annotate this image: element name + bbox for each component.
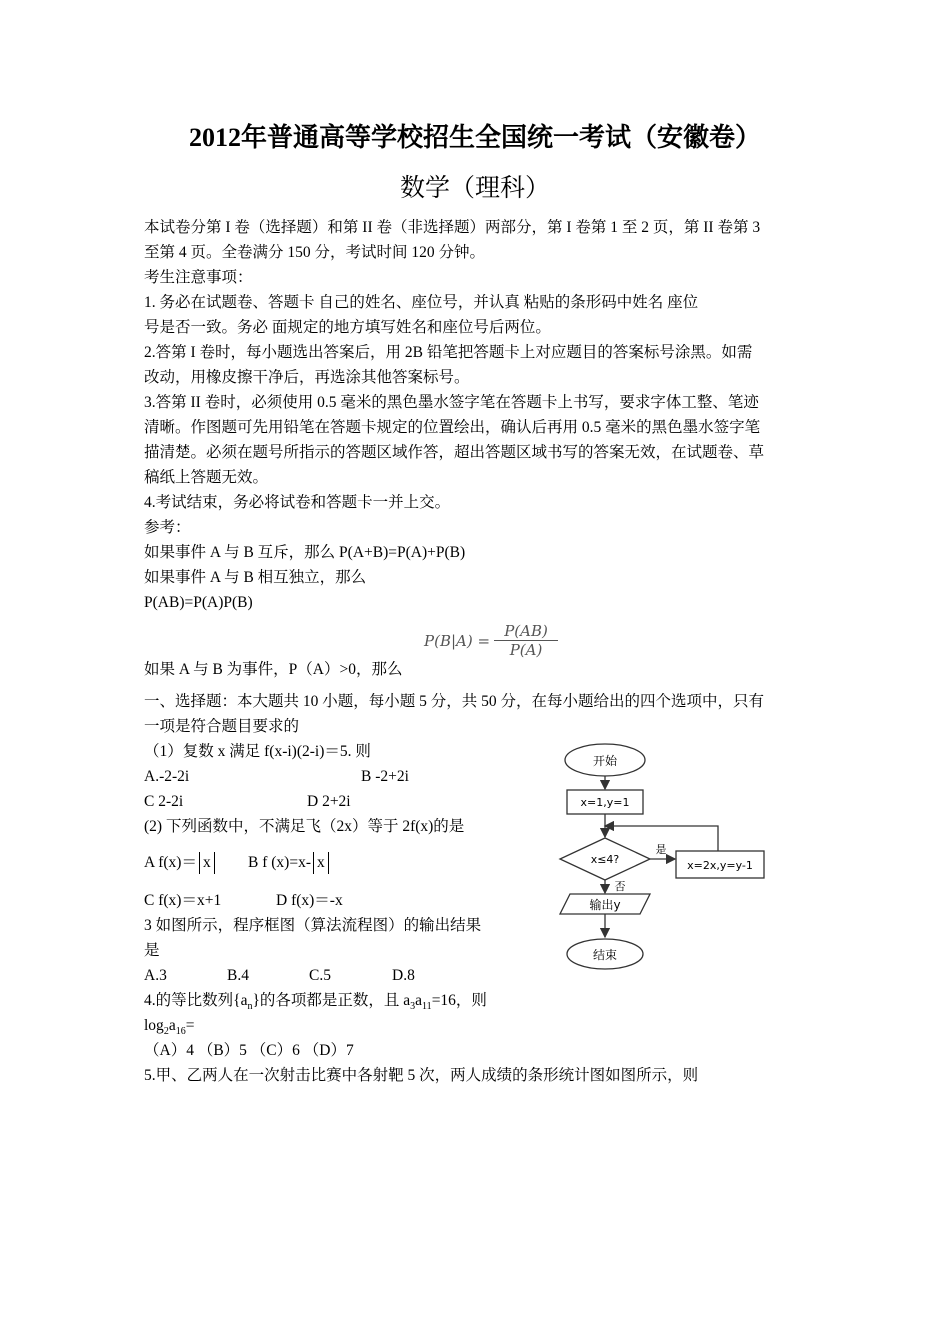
- section-heading-1: 一、选择题：本大题共 10 小题，每小题 5 分，共 50 分，在每小题给出的四个选项中，只有: [144, 693, 765, 710]
- reference-1: 如果事件 A 与 B 互斥，那么 P(A+B)=P(A)+P(B): [144, 544, 466, 561]
- intro-line-1: 本试卷分第 I 卷（选择题）和第 II 卷（非选择题）两部分，第 I 卷第 1 至 2 页，第 II 卷第 3: [144, 219, 761, 236]
- program-flowchart: [536, 738, 768, 974]
- q4-sub-n: n: [247, 1001, 253, 1012]
- q3-stem-1: 3 如图所示，程序框图（算法流程图）的输出结果: [144, 917, 482, 934]
- q4-text-3: a: [415, 992, 423, 1009]
- q4-text-2: }的各项都是正数，且 a: [252, 992, 411, 1009]
- notice-4: 4.考试结束，务必将试卷和答题卡一并上交。: [144, 494, 451, 511]
- section-heading-2: 一项是符合题目要求的: [144, 718, 300, 735]
- q5-stem: 5.甲、乙两人在一次射击比赛中各射靶 5 次，两人成绩的条形统计图如图所示，则: [144, 1067, 699, 1084]
- notice-2b: 改动，用橡皮擦干净后，再选涂其他答案标号。: [144, 369, 470, 386]
- q4-stem: [144, 991, 487, 1017]
- q4-text-1: 4.的等比数列{a: [144, 992, 248, 1009]
- q2-option-d: D f(x)＝-x: [276, 892, 343, 909]
- q3-option-a: A.3: [144, 967, 167, 984]
- q3-stem-2: 是: [144, 942, 160, 959]
- q2-b-prefix: B f (x)=x-: [248, 854, 311, 871]
- q4-sub-2: 2: [163, 1026, 169, 1037]
- q4-options: （A）4 （B）5 （C）6 （D）7: [144, 1042, 354, 1059]
- notice-3d: 稿纸上答题无效。: [144, 469, 269, 486]
- flow-condition-label: x≤4?: [590, 853, 620, 866]
- q1-option-d: D 2+2i: [307, 793, 351, 810]
- q3-option-d: D.8: [392, 967, 415, 984]
- q2-stem: (2) 下列函数中，不满足飞（2x）等于 2f(x)的是: [144, 818, 465, 835]
- q2-a-abs: x: [199, 852, 215, 874]
- q4-sub-16: 16: [175, 1026, 186, 1037]
- notice-3b: 清晰。作图题可先用铅笔在答题卡规定的位置绘出，确认后再用 0.5 毫米的黑色墨水签字笔: [144, 419, 761, 436]
- page-subtitle: 数学（理科）: [399, 175, 550, 202]
- reference-3: P(AB)=P(A)P(B): [144, 594, 253, 611]
- page-title: 2012年普通高等学校招生全国统一考试（安徽卷）: [188, 123, 761, 152]
- flow-yes-label: 是: [655, 843, 667, 856]
- q4-sub-11: 11: [422, 1001, 432, 1012]
- notice-3c: 描清楚。必须在题号所指示的答题区域作答，超出答题区域书写的答案无效，在试题卷、草: [144, 444, 765, 461]
- flow-end-label: 结束: [592, 948, 618, 962]
- notice-1a: 1. 务必在试题卷、答题卡 自己的姓名、座位号，并认真 粘贴的条形码中姓名 座位: [144, 294, 699, 311]
- q4-sub-3: 3: [410, 1001, 416, 1012]
- q1-stem: （1）复数 x 满足 f(x-i)(2-i)＝5. 则: [144, 743, 371, 760]
- q4-log-a: a: [168, 1017, 176, 1034]
- flow-no-label: 否: [614, 880, 626, 893]
- reference-4: 如果 A 与 B 为事件，P（A）>0，那么: [144, 661, 403, 678]
- reference-2: 如果事件 A 与 B 相互独立，那么: [144, 569, 367, 586]
- conditional-probability-formula: [424, 622, 558, 659]
- notice-2a: 2.答第 I 卷时，每小题选出答案后，用 2B 铅笔把答题卡上对应题目的答案标号涂黑。如需: [144, 344, 753, 361]
- notice-title: 考生注意事项：: [144, 269, 253, 286]
- q2-a-prefix: A f(x)＝: [144, 854, 197, 871]
- intro-line-2: 至第 4 页。全卷满分 150 分，考试时间 120 分钟。: [144, 244, 486, 261]
- notice-3a: 3.答第 II 卷时，必须使用 0.5 毫米的黑色墨水签字笔在答题卡上书写，要求字体工整、笔迹: [144, 394, 759, 411]
- flow-init-label: x=1,y=1: [580, 796, 630, 809]
- reference-title: 参考：: [144, 519, 191, 536]
- q1-option-b: B -2+2i: [361, 768, 409, 785]
- flow-start-label: 开始: [592, 754, 618, 768]
- formula-lhs: P(B|A) =: [424, 631, 491, 650]
- q4-log-expression: [144, 1016, 194, 1042]
- q3-option-c: C.5: [309, 967, 331, 984]
- q1-option-c: C 2-2i: [144, 793, 184, 810]
- formula-numerator: P(AB): [494, 622, 558, 641]
- q2-option-c: C f(x)＝x+1: [144, 892, 222, 909]
- formula-denominator: P(A): [509, 641, 543, 659]
- flow-output-label: 输出y: [589, 898, 621, 912]
- q1-option-a: A.-2-2i: [144, 768, 190, 785]
- notice-1b: 号是否一致。务必 面规定的地方填写姓名和座位号后两位。: [144, 319, 551, 336]
- flow-update-label: x=2x,y=y-1: [687, 859, 753, 872]
- q2-b-abs: x: [313, 852, 329, 874]
- q4-text-4: =16，则: [431, 992, 487, 1009]
- q2-option-b: [248, 852, 331, 874]
- q4-log: log: [144, 1017, 164, 1034]
- q3-option-b: B.4: [227, 967, 249, 984]
- q2-option-a: [144, 852, 217, 874]
- q4-log-eq: =: [185, 1017, 195, 1034]
